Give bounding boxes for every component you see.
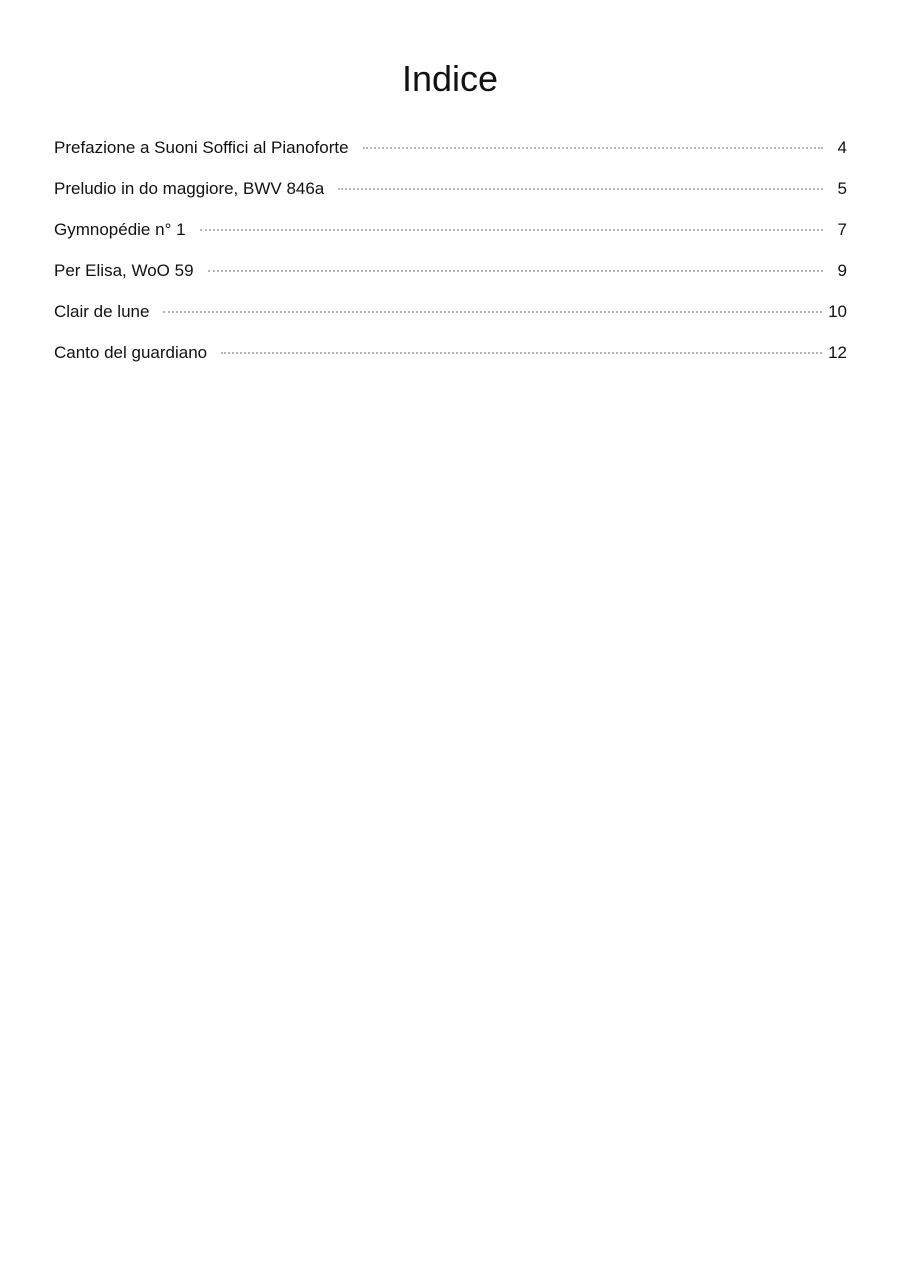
dot-leader [200,229,823,231]
dot-leader [163,311,822,313]
toc-entry-title: Clair de lune [54,302,150,321]
page-title: Indice [401,58,499,99]
toc-entry[interactable] [54,216,847,257]
dot-leader [338,188,823,190]
toc-entry[interactable] [54,298,847,339]
toc-page-number: 9 [837,261,847,280]
toc-entry[interactable] [54,339,847,380]
toc-entry[interactable] [54,134,847,175]
toc-entry-title: Prefazione a Suoni Soffici al Pianoforte [54,138,349,157]
toc-page-number: 4 [837,138,847,157]
toc-entry[interactable] [54,175,847,216]
toc-entry-title: Canto del guardiano [54,343,208,362]
toc-entry-title: Gymnopédie n° 1 [54,220,186,239]
dot-leader [363,147,823,149]
toc-page-number: 12 [828,343,847,362]
toc-page-number: 5 [837,179,847,198]
dot-leader [221,352,822,354]
toc-entry-title: Preludio in do maggiore, BWV 846a [54,179,325,198]
toc-entry-title: Per Elisa, WoO 59 [54,261,194,280]
toc-entry[interactable] [54,257,847,298]
table-of-contents [54,134,847,380]
toc-page-number: 7 [837,220,847,239]
dot-leader [208,270,823,272]
toc-page-number: 10 [828,302,847,321]
